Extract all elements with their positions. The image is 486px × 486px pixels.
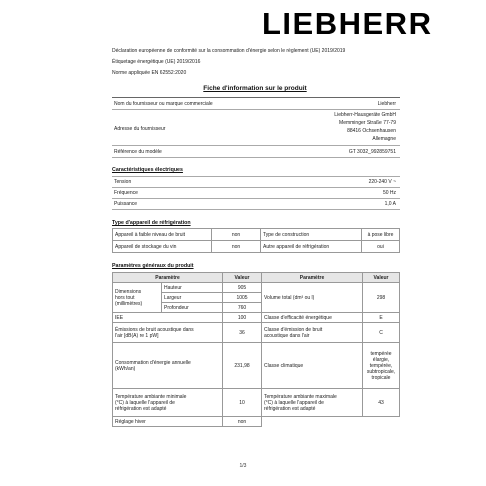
header-line-standard: Norme appliquée EN 62552:2020 bbox=[112, 70, 187, 76]
climate-class-value-line: subtropicale, bbox=[366, 368, 396, 375]
voltage-label: Tension bbox=[114, 179, 132, 185]
table-row bbox=[113, 343, 400, 389]
annual-consumption-label bbox=[113, 343, 223, 389]
divider bbox=[112, 97, 400, 98]
table-row bbox=[113, 389, 400, 417]
wine-storage-label: Appareil de stockage du vin bbox=[113, 241, 212, 253]
table-row bbox=[113, 323, 400, 343]
divider bbox=[112, 198, 400, 199]
frequency-value: 50 Hz bbox=[382, 190, 396, 196]
noise-emission-label bbox=[113, 323, 223, 343]
appliance-type-heading: Type d'appareil de réfrigération bbox=[112, 220, 191, 226]
voltage-value: 220-240 V ~ bbox=[368, 179, 396, 185]
supplier-address-label: Adresse du fournisseur bbox=[114, 126, 166, 132]
page-number: 1/3 bbox=[239, 463, 247, 469]
height-value: 905 bbox=[223, 283, 262, 293]
supplier-address-line: Memminger Straße 77-79 bbox=[339, 120, 396, 126]
electrical-heading: Caractéristiques électriques bbox=[112, 167, 183, 173]
table-row bbox=[113, 313, 400, 323]
power-label: Puissance bbox=[114, 201, 138, 207]
energy-class-label: Classe d'efficacité énergétique bbox=[262, 313, 363, 323]
annual-consumption-value: 231,98 bbox=[223, 343, 262, 389]
eei-value: 100 bbox=[223, 313, 262, 323]
winter-setting-value: non bbox=[223, 417, 262, 427]
low-noise-label: Appareil à faible niveau de bruit bbox=[113, 229, 212, 241]
divider bbox=[112, 109, 400, 110]
divider bbox=[112, 145, 400, 146]
table-row bbox=[113, 241, 400, 253]
max-ambient-temp-label-line: réfrigération est adapté bbox=[264, 405, 316, 412]
width-value: 1005 bbox=[223, 293, 262, 303]
max-ambient-temp-label bbox=[262, 389, 363, 417]
min-ambient-temp-label-line: réfrigération est adapté bbox=[115, 405, 167, 412]
table-row bbox=[113, 417, 400, 427]
noise-class-label-line: Classe d'émission de bruit bbox=[264, 326, 323, 333]
climate-class-value-line: tropicale bbox=[371, 374, 391, 381]
annual-consumption-label-line: Consommation d'énergie annuelle bbox=[115, 359, 191, 366]
winter-setting-label: Réglage hiver bbox=[113, 417, 223, 427]
width-label: Largeur bbox=[162, 293, 223, 303]
min-ambient-temp-label-line: (°C) à laquelle l'appareil de bbox=[115, 399, 175, 406]
table-header-row bbox=[113, 273, 400, 283]
climate-class-value-line: tempérée bbox=[370, 350, 392, 357]
low-noise-value: non bbox=[212, 229, 261, 241]
header-line-labelling: Étiquetage énergétique (UE) 2019/2016 bbox=[112, 59, 201, 65]
min-ambient-temp-label bbox=[113, 389, 223, 417]
noise-emission-label-line: Émissions de bruit acoustique dans bbox=[115, 326, 194, 333]
construction-type-value: à pose libre bbox=[362, 229, 400, 241]
annual-consumption-label-line: (kWh/an) bbox=[115, 365, 136, 372]
divider bbox=[112, 209, 400, 210]
noise-class-label-line: acoustique dans l'air bbox=[264, 332, 310, 339]
max-ambient-temp-label-line: (°C) à laquelle l'appareil de bbox=[264, 399, 324, 406]
table-row bbox=[113, 283, 400, 293]
header-line-regulation: Déclaration européenne de conformité sur la consommation d'énergie selon le règlement (UE) 2019/2019 bbox=[112, 48, 346, 54]
climate-class-label: Classe climatique bbox=[262, 343, 363, 389]
depth-value: 760 bbox=[223, 303, 262, 313]
construction-type-label: Type de construction bbox=[261, 229, 362, 241]
climate-class-value bbox=[363, 343, 400, 389]
max-ambient-temp-label-line: Température ambiante maximale bbox=[264, 393, 337, 400]
supplier-address-line: 88416 Ochsenhausen bbox=[347, 128, 396, 134]
brand-logo: LIEBHERR bbox=[262, 6, 433, 41]
min-ambient-temp-label-line: Température ambiante minimale bbox=[115, 393, 187, 400]
other-refrigeration-label: Autre appareil de réfrigération bbox=[261, 241, 362, 253]
divider bbox=[112, 157, 400, 158]
climate-class-value-line: tempérée, bbox=[369, 362, 393, 369]
supplier-address-line: Liebherr-Hausgeräte GmbH bbox=[334, 112, 396, 118]
dimensions-label-line: hors tout bbox=[115, 294, 135, 301]
supplier-name-value: Liebherr bbox=[377, 101, 396, 107]
page-title: Fiche d'information sur le produit bbox=[203, 85, 307, 92]
noise-class-value: C bbox=[363, 323, 400, 343]
noise-emission-value: 36 bbox=[223, 323, 262, 343]
climate-class-value-line: élargie, bbox=[372, 356, 390, 363]
general-params-table bbox=[112, 272, 400, 427]
dimensions-label-line: (millimètres) bbox=[115, 300, 143, 307]
dimensions-label-line: Dimensions bbox=[115, 288, 142, 295]
power-value: 1,0 A bbox=[384, 201, 396, 207]
other-refrigeration-value: oui bbox=[362, 241, 400, 253]
model-reference-label: Référence du modèle bbox=[114, 149, 162, 155]
value-column-header: Valeur bbox=[363, 273, 400, 283]
energy-class-value: E bbox=[363, 313, 400, 323]
supplier-address-line: Allemagne bbox=[372, 136, 396, 142]
appliance-type-table bbox=[112, 228, 400, 253]
value-column-header: Valeur bbox=[223, 273, 262, 283]
height-label: Hauteur bbox=[162, 283, 223, 293]
depth-label: Profondeur bbox=[162, 303, 223, 313]
empty-cell bbox=[363, 417, 400, 427]
total-volume-value: 298 bbox=[363, 283, 400, 313]
frequency-label: Fréquence bbox=[114, 190, 138, 196]
min-ambient-temp-value: 10 bbox=[223, 389, 262, 417]
table-row bbox=[113, 229, 400, 241]
divider bbox=[112, 187, 400, 188]
divider bbox=[112, 176, 400, 177]
noise-class-label bbox=[262, 323, 363, 343]
empty-cell bbox=[262, 417, 363, 427]
wine-storage-value: non bbox=[212, 241, 261, 253]
param-column-header: Paramètre bbox=[262, 273, 363, 283]
total-volume-label: Volume total (dm³ ou l) bbox=[262, 283, 363, 313]
eei-label: IEE bbox=[113, 313, 223, 323]
max-ambient-temp-value: 43 bbox=[363, 389, 400, 417]
param-column-header: Paramètre bbox=[113, 273, 223, 283]
noise-emission-label-line: l'air [dB(A) re 1 pW] bbox=[115, 332, 159, 339]
dimensions-label bbox=[113, 283, 162, 313]
model-reference-value: GT 3032_992859751 bbox=[348, 149, 396, 155]
general-params-heading: Paramètres généraux du produit bbox=[112, 263, 194, 269]
supplier-name-label: Nom du fournisseur ou marque commerciale bbox=[114, 101, 213, 107]
